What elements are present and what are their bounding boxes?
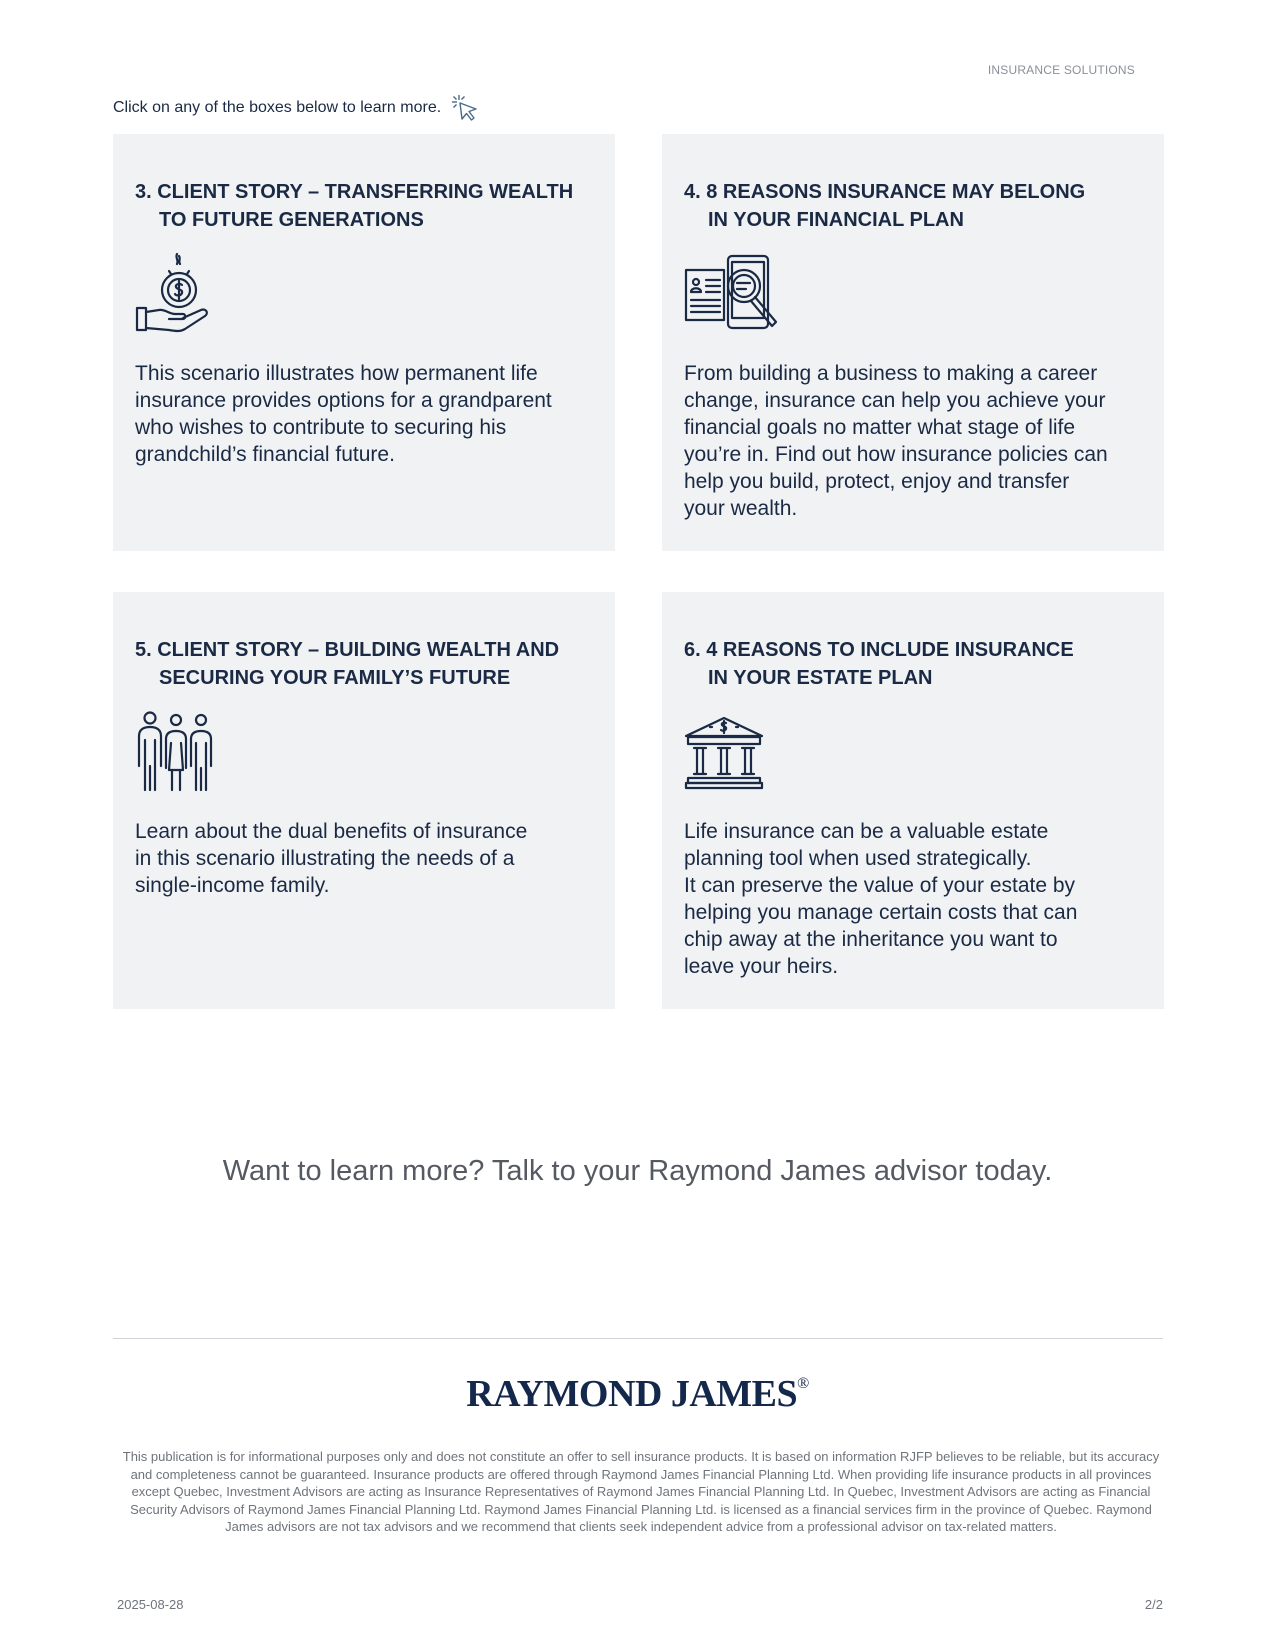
card-building-wealth[interactable]: [113, 592, 615, 1009]
bank-icon: [684, 710, 768, 794]
card-body: Life insurance can be a valuable estate planning tool when used strategically. It can preserve the value of your estate by helping you manage certain costs that can chip away at the inheritance you want to leave your heirs.: [684, 820, 1078, 978]
document-search-icon: [684, 252, 780, 336]
card-transferring-wealth[interactable]: [113, 134, 615, 551]
card-body: This scenario illustrates how permanent life insurance provides options for a grandparent who wishes to contribute to securing his grandchild’s financial future.: [135, 362, 552, 466]
card-title-line: 6. 4 REASONS TO INCLUDE INSURANCE: [684, 639, 1074, 661]
instruction-text: Click on any of the boxes below to learn more.: [113, 99, 442, 116]
registered-mark: ®: [797, 1375, 809, 1393]
page-number: 2/2: [1144, 1597, 1163, 1612]
card-title-line: IN YOUR FINANCIAL PLAN: [708, 209, 964, 231]
logo-wordmark: RAYMOND JAMES: [466, 1373, 798, 1415]
card-title-line: SECURING YOUR FAMILY’S FUTURE: [159, 667, 511, 689]
card-estate-plan[interactable]: [662, 592, 1164, 1009]
card-title-line: 5. CLIENT STORY – BUILDING WEALTH AND: [135, 639, 560, 661]
card-title: [684, 636, 1142, 692]
hand-coin-icon: [135, 252, 211, 336]
section-label: INSURANCE SOLUTIONS: [987, 63, 1135, 77]
card-body: From building a business to making a career change, insurance can help you achieve your financial goals no matter what stage of life you’re in. Find out how insurance policies can help you build, protect, enjoy and transfer your wealth.: [684, 362, 1108, 520]
instruction: [113, 92, 481, 124]
card-title-line: IN YOUR ESTATE PLAN: [708, 667, 933, 689]
footer-date: 2025-08-28: [117, 1597, 184, 1612]
card-title-line: TO FUTURE GENERATIONS: [159, 209, 424, 231]
raymond-james-logo: [0, 1372, 1275, 1416]
card-financial-plan[interactable]: [662, 134, 1164, 551]
family-icon: [135, 710, 219, 794]
divider: [113, 1338, 1163, 1339]
disclaimer: This publication is for informational purposes only and does not constitute an offer to sell insurance products. It is based on information RJFP believes to be reliable, but its accuracy and completeness cannot be guaranteed. Insurance products are offered through Raymond James Financial Planning Ltd. When providing life insurance products in all provinces except Quebec, Investment Advisors are acting as Insurance Representatives of Raymond James Financial Planning Ltd. In Quebec, Investment Advisors are acting as Financial Security Advisors of Raymond James Financial Planning Ltd. Raymond James Financial Planning Ltd. is licensed as a financial services firm in the province of Quebec. Raymond James advisors are not tax advisors and we recommend that clients seek independent advice from a professional advisor on tax-related matters.: [122, 1449, 1160, 1534]
call-to-action: Want to learn more? Talk to your Raymond James advisor today.: [222, 1155, 1053, 1187]
card-title-line: 4. 8 REASONS INSURANCE MAY BELONG: [684, 181, 1086, 203]
card-body: Learn about the dual benefits of insurance in this scenario illustrating the needs of a single-income family.: [135, 820, 528, 897]
card-title: [135, 636, 593, 692]
card-title: [684, 178, 1142, 234]
card-title: [135, 178, 593, 234]
card-title-line: 3. CLIENT STORY – TRANSFERRING WEALTH: [135, 181, 574, 203]
click-pointer-icon: [449, 92, 481, 124]
